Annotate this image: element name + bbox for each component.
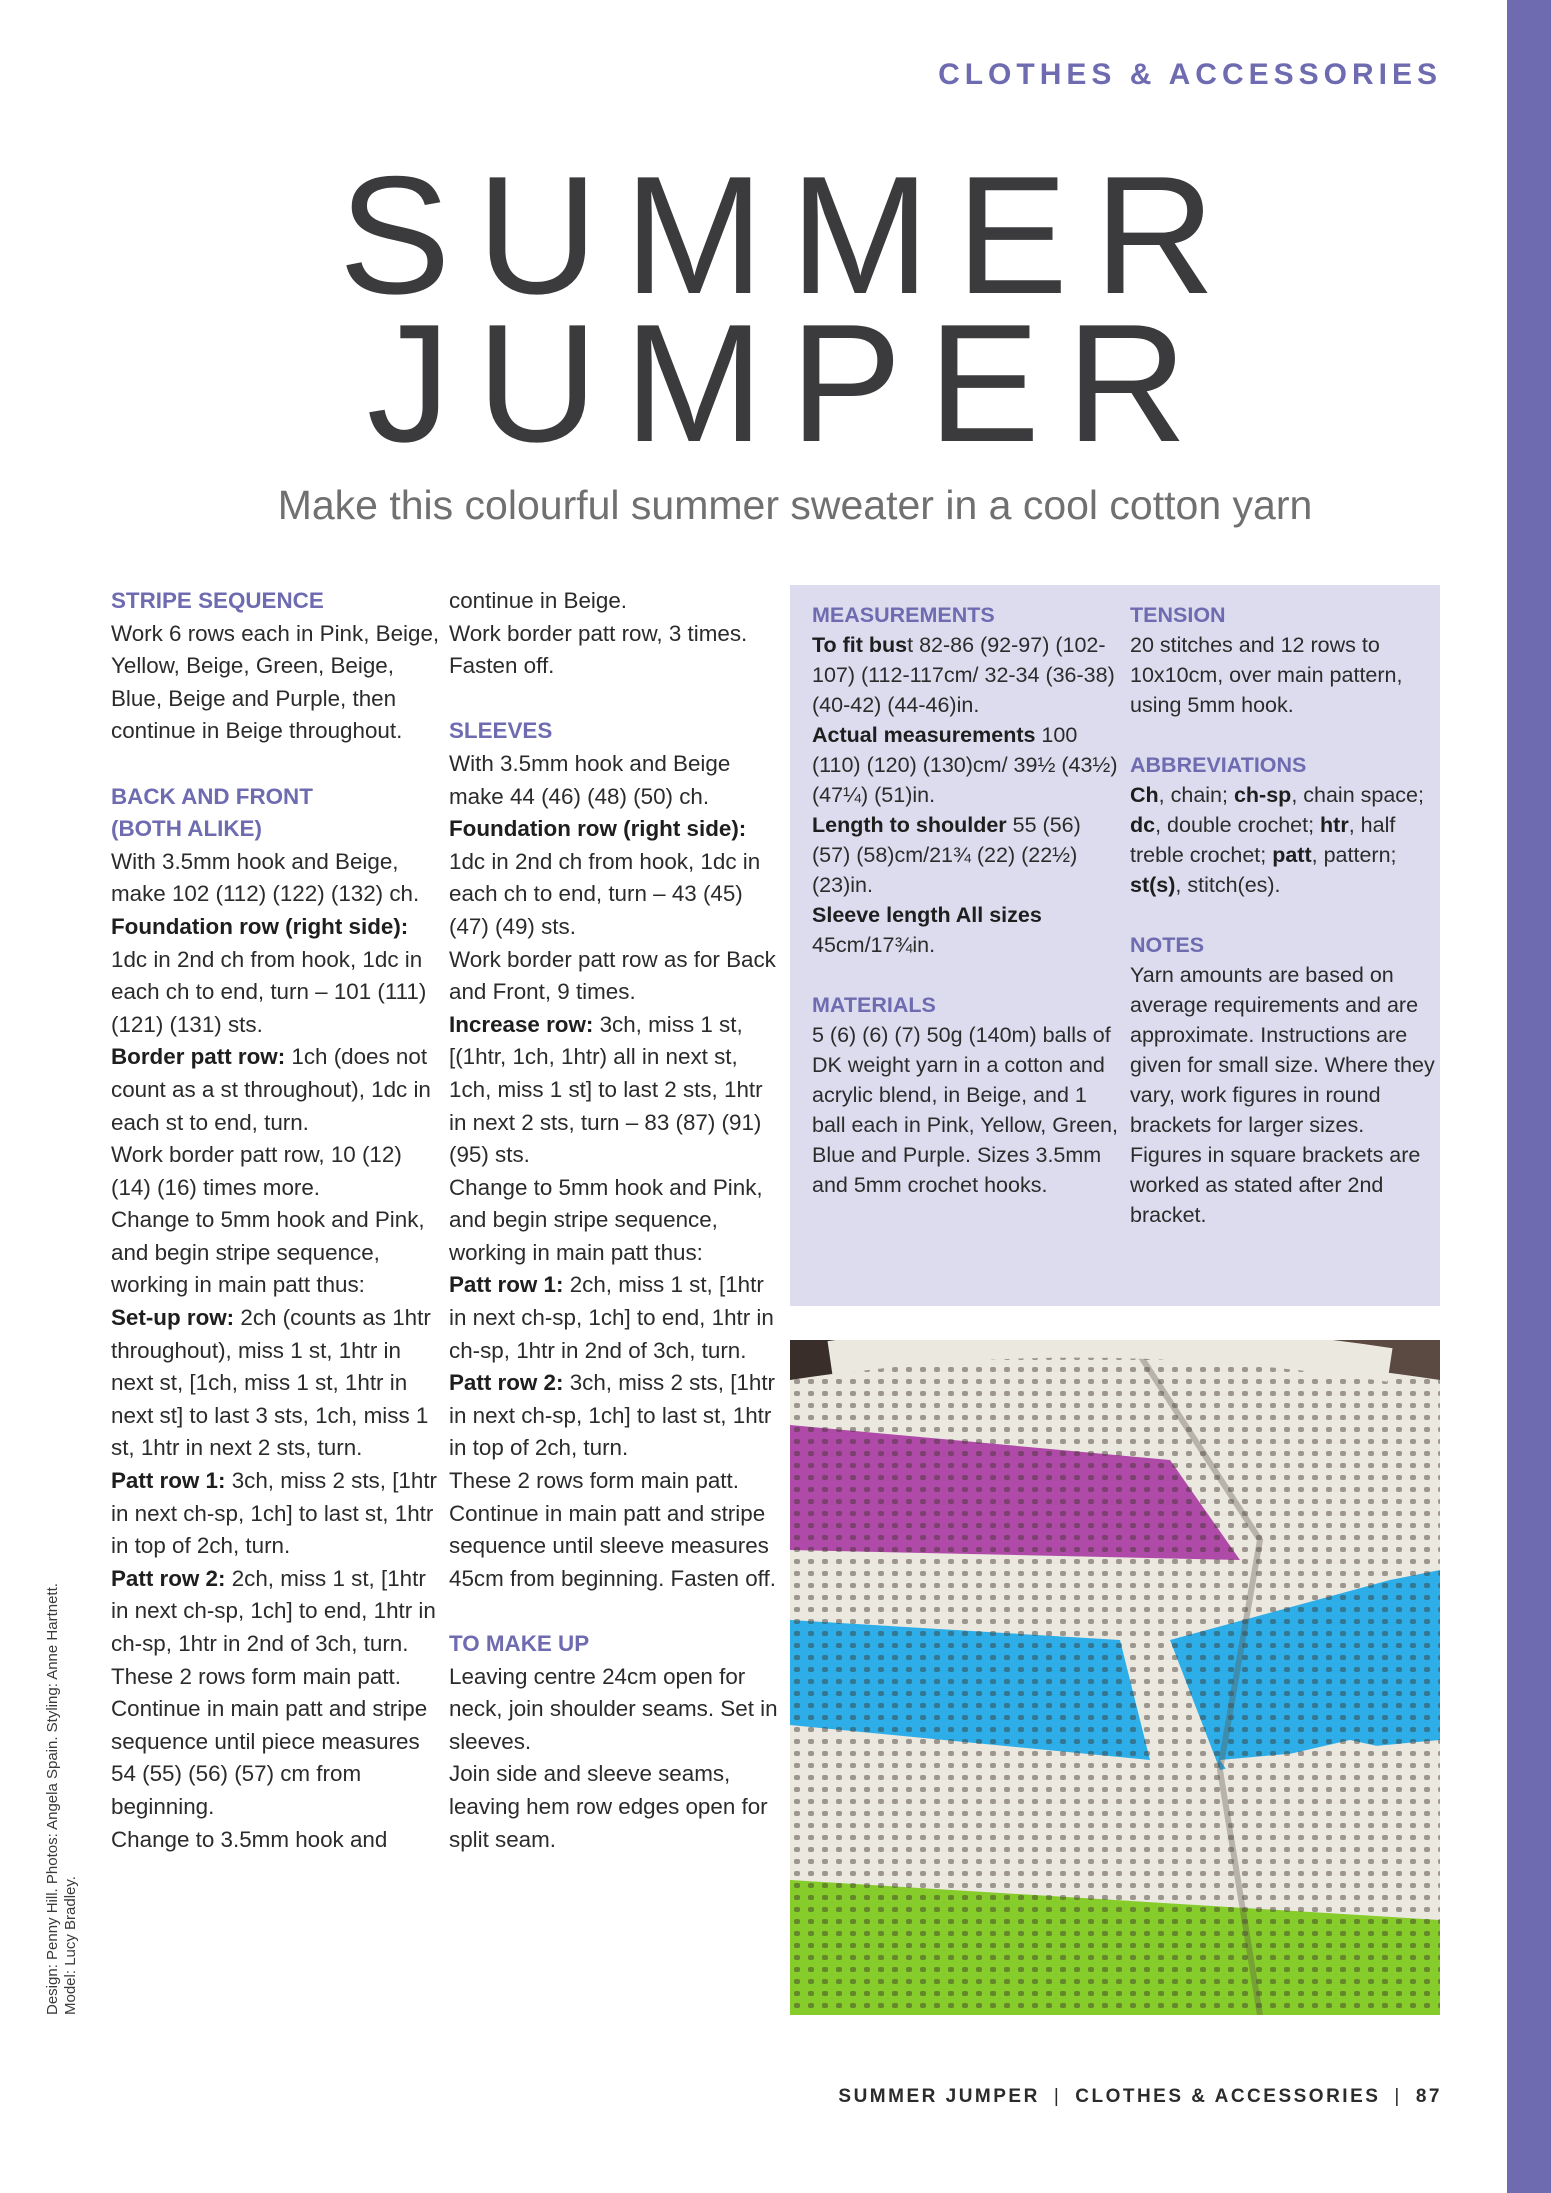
subtitle: Make this colourful summer sweater in a cool cotton yarn: [277, 482, 1313, 528]
actual-measurements: Actual measurements 100 (110) (120) (130)cm/ 39½ (43½) (47¼) (51)in.: [812, 723, 1118, 807]
back-text-5: Continue in main patt and stripe sequence until piece measures 54 (55) (56) (57) cm from beginning.: [111, 1696, 428, 1819]
tension-heading: TENSION: [1130, 603, 1226, 627]
back-patt-row-1: Patt row 1: 3ch, miss 2 sts, [1htr in next ch-sp, 1ch] to last st, 1htr in top of 2ch, turn.: [111, 1468, 437, 1559]
length-to-shoulder: Length to shoulder 55 (56) (57) (58)cm/21¾ (22) (22½) (23)in.: [812, 813, 1081, 897]
photo-credit: Design: Penny Hill. Photos: Angela Spain. Styling: Anne Hartnett. Model: Lucy Bradley.: [44, 1583, 79, 2015]
back-patt-row-2: Patt row 2: 2ch, miss 1 st, [1htr in next ch-sp, 1ch] to end, 1htr in ch-sp, 1htr in 2nd of 3ch, turn.: [111, 1565, 436, 1656]
fit-bust: To fit bust 82-86 (92-97) (102-107) (112-117cm/ 32-34 (36-38) (40-42) (44-46)in.: [812, 633, 1115, 717]
back-text-7: continue in Beige.: [449, 588, 628, 613]
back-text-8: Work border patt row, 3 times. Fasten off.: [449, 620, 748, 679]
sleeves-text-5: Continue in main patt and stripe sequence until sleeve measures 45cm from beginning. Fasten off.: [449, 1500, 776, 1591]
sleeves-patt-row-2: Patt row 2: 3ch, miss 2 sts, [1htr in next ch-sp, 1ch] to last st, 1htr in top of 2ch, turn.: [449, 1370, 775, 1461]
back-text-6: Change to 3.5mm hook and: [111, 1826, 388, 1852]
sleeves-text-3: Change to 5mm hook and Pink, and begin stripe sequence, working in main patt thus:: [449, 1174, 763, 1265]
abbreviations-text: Ch, chain; ch-sp, chain space; dc, double crochet; htr, half treble crochet; patt, pattern; st(s), stitch(es).: [1130, 783, 1424, 897]
notes-text: Yarn amounts are based on average requirements and are approximate. Instructions are given for small size. Where they vary, work figures in round brackets for larger sizes. Figures in square brackets are worked as stated after 2nd bracket.: [1130, 963, 1435, 1227]
back-border-row: Border patt row: 1ch (does not count as a st throughout), 1dc in each st to end, turn.: [111, 1044, 431, 1135]
sleeves-text-4: These 2 rows form main patt.: [449, 1468, 739, 1494]
sleeves-text-2: Work border patt row as for Back and Front, 9 times.: [449, 946, 776, 1005]
pattern-column-2: [449, 585, 779, 1856]
back-foundation-row: Foundation row (right side): 1dc in 2nd ch from hook, 1dc in each ch to end, turn – 101 (111) (121) (131) sts.: [111, 913, 427, 1037]
back-text-1: With 3.5mm hook and Beige, make 102 (112) (122) (132) ch.: [111, 848, 420, 907]
make-up-heading: TO MAKE UP: [449, 1631, 590, 1656]
info-column-1: [812, 600, 1122, 1200]
page-footer: [838, 2086, 1442, 2108]
back-text-4: These 2 rows form main patt.: [111, 1663, 401, 1689]
back-text-2: Work border patt row, 10 (12) (14) (16) times more.: [111, 1142, 402, 1200]
sleeves-increase-row: Increase row: 3ch, miss 1 st, [(1htr, 1ch, 1htr) all in next st, 1ch, miss 1 st] to last 2 sts, 1htr in next 2 sts, turn – 83 (87) (91) (95) sts.: [449, 1011, 763, 1168]
sleeves-heading: SLEEVES: [449, 718, 553, 744]
abbreviations-heading: ABBREVIATIONS: [1130, 753, 1307, 777]
sleeves-patt-row-1: Patt row 1: 2ch, miss 1 st, [1htr in next ch-sp, 1ch] to end, 1htr in ch-sp, 1htr in 2nd of 3ch, turn.: [449, 1272, 774, 1363]
jumper-photo: [790, 1340, 1440, 2015]
sleeve-length: Sleeve length All sizes 45cm/17¾in.: [812, 903, 1042, 957]
stripe-sequence-heading: STRIPE SEQUENCE: [111, 588, 324, 613]
sleeves-foundation-row: Foundation row (right side): 1dc in 2nd ch from hook, 1dc in each ch to end, turn – 43 (45) (47) (49) sts.: [449, 816, 761, 939]
title-line-1: SUMMER: [338, 141, 1242, 329]
footer-section: CLOTHES & ACCESSORIES: [1075, 2086, 1381, 2107]
notes-heading: NOTES: [1130, 933, 1205, 957]
info-column-2: [1130, 600, 1435, 1230]
back-front-heading: BACK AND FRONT: [111, 783, 313, 809]
materials-heading: MATERIALS: [812, 993, 936, 1017]
tension-text: 20 stitches and 12 rows to 10x10cm, over main pattern, using 5mm hook.: [1130, 633, 1403, 717]
sleeves-text-1: With 3.5mm hook and Beige make 44 (46) (48) (50) ch.: [449, 750, 731, 809]
back-text-3: Change to 5mm hook and Pink, and begin stripe sequence, working in main patt thus:: [111, 1207, 425, 1298]
back-front-subheading: (BOTH ALIKE): [111, 816, 262, 842]
make-up-text-1: Leaving centre 24cm open for neck, join shoulder seams. Set in sleeves.: [449, 1663, 778, 1754]
pattern-column-1: [111, 585, 441, 1856]
stripe-sequence-text: Work 6 rows each in Pink, Beige, Yellow, Beige, Green, Beige, Blue, Beige and Purple, then continue in Beige throughout.: [111, 620, 440, 744]
footer-separator: |: [1053, 2086, 1062, 2107]
make-up-text-2: Join side and sleeve seams, leaving hem row edges open for split seam.: [449, 1761, 768, 1852]
back-setup-row: Set-up row: 2ch (counts as 1htr throughout), miss 1 st, 1htr in next st, [1ch, miss 1 st, 1htr in next st] to last 3 sts, 1ch, miss 1 st, 1htr in next 2 sts, turn.: [111, 1305, 431, 1461]
page-number: 87: [1415, 2086, 1442, 2107]
title-line-2: JUMPER: [366, 289, 1214, 477]
section-label: CLOTHES & ACCESSORIES: [938, 58, 1442, 91]
accent-side-bar: [1507, 0, 1551, 2193]
measurements-heading: MEASUREMENTS: [812, 603, 995, 627]
materials-text: 5 (6) (6) (7) 50g (140m) balls of DK weight yarn in a cotton and acrylic blend, in Beige, and 1 ball each in Pink, Yellow, Green, Blue and Purple. Sizes 3.5mm and 5mm crochet hooks.: [812, 1023, 1118, 1197]
footer-title: SUMMER JUMPER: [838, 2086, 1040, 2107]
footer-separator-2: |: [1394, 2086, 1402, 2107]
